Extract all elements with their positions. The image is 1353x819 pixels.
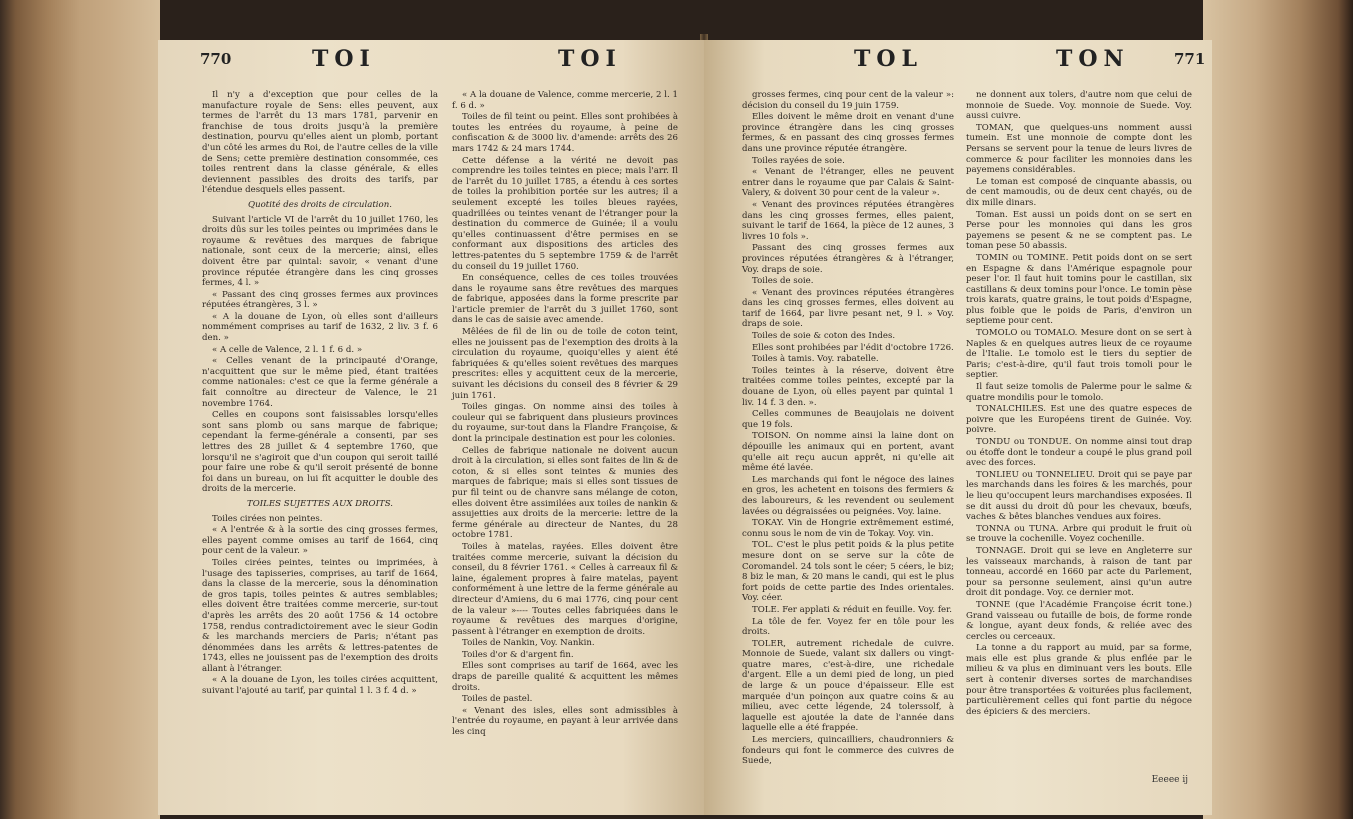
right-page: [704, 40, 1212, 815]
paragraph: Celles de fabrique nationale ne doivent aucun droit à la circulation, si elles sont faites de lin & de coton, & si elles sont teintes & munies des marques de fabrique; mais si elles sont tissues de pur fil teint ou de chanvre sans mélange de coton, elles doivent être assimilées aux toiles de nankin & assujetties aux droits de la mercerie: lettre de la ferme générale au directeur de Nantes, du 28 octobre 1781.: [452, 445, 678, 541]
paragraph: TONDU ou TONDUE. On nomme ainsi tout drap ou étoffe dont le tondeur a coupé le plus grand poil avec des forces.: [966, 437, 1192, 469]
left-column-1: [202, 90, 438, 698]
book-binding-right: [1203, 0, 1353, 819]
paragraph: Toiles de soie & coton des Indes.: [752, 331, 896, 342]
paragraph: TOLE. Fer applati & réduit en feuille. Voy. fer.: [752, 604, 952, 615]
right-column-1: [742, 90, 954, 768]
paragraph: Il n'y a d'exception que pour celles de la manufacture royale de Sens: elles peuvent, aux termes de l'arrêt du 13 mars 1781, parvenir en franchise de tous droits jusqu'à la première destination, pourvu qu'elles aient un plomb, portant d'un côté les armes du Roi, de l'autre celles de la ville de Sens; cette première destination consommée, ces toiles rentrent dans la classe générale, & elles deviennent passibles des droits des tarifs, par l'étendue desquels elles passent.: [202, 90, 438, 196]
paragraph: Passant des cinq grosses fermes aux provinces réputées étrangères & à l'étranger, Voy. draps de soie.: [742, 243, 954, 275]
paragraph: Elles sont prohibées par l'édit d'octobre 1726.: [752, 342, 954, 353]
paragraph: Toiles rayées de soie.: [752, 155, 845, 166]
paragraph: TOMOLO ou TOMALO. Mesure dont on se sert à Naples & en quelques autres lieux de ce royaume de l'Italie. Le tomolo est le tiers du septier de Paris; c'est-à-dire, qu'il faut trois tomoli pour le septier.: [966, 328, 1192, 381]
paragraph: Elles sont comprises au tarif de 1664, avec les draps de pareille qualité & acquittent les mêmes droits.: [452, 661, 678, 693]
paragraph: TONNA ou TUNA. Arbre qui produit le fruit où se trouve la cochenille. Voyez cochenille.: [966, 523, 1192, 545]
left-running-head-2: TOI: [558, 46, 622, 72]
paragraph: « A l'entrée & à la sortie des cinq grosses fermes, elles payent comme omises au tarif de 1664, cinq pour cent de la valeur. »: [202, 525, 438, 557]
signature-mark: Eeeee ij: [1151, 775, 1188, 785]
paragraph: TOILES SUJETTES AUX DROITS.: [246, 498, 394, 509]
paragraph: TOKAY. Vin de Hongrie extrêmement estimé, connu sous le nom de vin de Tokay. Voy. vin.: [742, 518, 954, 539]
paragraph: « Celles venant de la principauté d'Orange, n'acquittent que sur le même pied, étant traitées comme nationales: c'est ce que la ferme générale a fait connoître au directeur de Valence, le 21 novembre 1764.: [202, 356, 438, 409]
paragraph: « A la douane de Lyon, où elles sont d'ailleurs nommément comprises au tarif de 1632, 2 liv. 3 f. 6 den. »: [202, 311, 438, 344]
paragraph: Toiles cirées peintes, teintes ou imprimées, à l'usage des tapisseries, comprises, au tarif de 1664, dans la classe de la mercerie, sous la dénomination de gros tapis, toiles peintes & autres semblables; elles doivent être traitées comme mercerie, sur-tout d'après les arrêts des 20 août 1756 & 14 octobre 1758, rendus contradictoirement avec le sieur Godin & les marchands merciers de Paris; n'étant pas dénommées dans les arrêts & lettres-patentes de 1743, elles ne jouissent pas de l'exemption des droits allant à l'étranger.: [202, 557, 438, 674]
paragraph: Quotité des droits de circulation.: [248, 199, 392, 210]
paragraph: Toiles à tamis. Voy. rabatelle.: [752, 354, 879, 365]
paragraph: « A celle de Valence, 2 l. 1 f. 6 d. »: [212, 344, 363, 355]
paragraph: TOL. C'est le plus petit poids & la plus petite mesure dont on se serve sur la côte de Coromandel. 24 tols sont le céer; 5 céers, le biz; 8 biz le man, & 20 mans le candi, qui est le plus fort poids de cette partie des Indes orientales. Voy. céer.: [742, 540, 954, 604]
paragraph: Celles en coupons sont faisissables lorsqu'elles sont sans plomb ou sans marque de fabrique; cependant la ferme-générale a consenti, par ses lettres des 28 juillet & 4 septembre 1760, que lorsqu'il ne s'agiroit que d'un coupon qui seroit taillé pour faire une robe & qu'il seroit présenté de bonne foi dans un bureau, on lui fît acquitter le double des droits de la mercerie.: [202, 410, 438, 495]
paragraph: La tôle de fer. Voyez fer en tôle pour les droits.: [742, 616, 954, 638]
paragraph: Les merciers, quincailliers, chaudronniers & fondeurs qui font le commerce des cuivres de Suede,: [742, 735, 954, 767]
left-page-number: 770: [200, 50, 232, 68]
paragraph: « Venant de l'étranger, elles ne peuvent entrer dans le royaume que par Calais & Saint-Valery, & doivent 30 pour cent de la valeur ».: [742, 167, 954, 199]
paragraph: « A la douane de Lyon, les toiles cirées acquittent, suivant l'ajouté au tarif, par quintal 1 l. 3 f. 4 d. »: [202, 675, 438, 697]
paragraph: « A la douane de Valence, comme mercerie, 2 l. 1 f. 6 d. »: [452, 90, 678, 111]
right-running-head-2: TON: [1056, 46, 1130, 72]
paragraph: Toiles de Nankin, Voy. Nankin.: [462, 638, 595, 649]
book-binding-left: [0, 0, 160, 819]
right-running-head-1: TOL: [854, 46, 924, 72]
paragraph: Toman. Est aussi un poids dont on se sert en Perse pour les monnoies qui dans les gros payemens se pesent & ne se comptent pas. Le toman pese 50 abassis.: [966, 209, 1192, 252]
paragraph: « Venant des provinces réputées étrangères dans les cinq grosses fermes, elles paient, suivant le tarif de 1664, la pièce de 12 aunes, 3 livres 10 fols ».: [742, 199, 954, 242]
paragraph: Le toman est composé de cinquante abassis, ou de cent mamoudis, ou de deux cent chayés, ou de dix mille dinars.: [966, 176, 1192, 208]
paragraph: Toiles de fil teint ou peint. Elles sont prohibées à toutes les entrées du royaume, à peine de confiscation & de 3000 liv. d'amende: arrêts des 26 mars 1742 & 24 mars 1744.: [452, 112, 678, 154]
paragraph: TOMIN ou TOMINE. Petit poids dont on se sert en Espagne & dans l'Amérique espagnole pour peser l'or. Il faut huit tomins pour le castillan, six castillans & deux tomins pour l'once. Le tomin pèse trois karats, quatre grains, le tout poids d'Espagne, plus foible que le poids de Paris, d'environ un septieme pour cent.: [966, 252, 1192, 327]
paragraph: Elles doivent le même droit en venant d'une province étrangère dans les cinq grosses fermes, & en passant des cinq grosses fermes dans une province réputée étrangère.: [742, 112, 954, 154]
paragraph: TONALCHILES. Est une des quatre especes de poivre que les Européens tirent de Guinée. Voy. poivre.: [966, 404, 1192, 436]
paragraph: TOMAN, que quelques-uns nomment aussi tumein. Est une monnoie de compte dont les Persans se servent pour la tenue de leurs livres de commerce & pour faciliter les monnoies dans les payemens considérables.: [966, 122, 1192, 176]
paragraph: Toiles d'or & d'argent fin.: [462, 649, 574, 660]
paragraph: TOLER, autrement richedale de cuivre. Monnoie de Suede, valant six dallers ou vingt-quatre mares, c'est-à-dire, une richedale d'argent. Elle a un demi pied de long, un pied de large & un pouce d'épaisseur. Elle est marquée d'un poinçon aux quatre coins & au milieu, avec cette légende, 24 tolerssolf, à laquelle est ajoutée la date de l'année dans laquelle elle a été frappée.: [742, 638, 954, 734]
paragraph: TONNAGE. Droit qui se leve en Angleterre sur les vaisseaux marchands, à raison de tant par tonneau, accordé en 1660 par acte du Parlement, pour sa personne seulement, ainsi qu'un autre droit dit pondage. Voy. ce dernier mot.: [966, 545, 1192, 599]
paragraph: Toiles de soie.: [752, 276, 814, 287]
paragraph: Suivant l'article VI de l'arrêt du 10 juillet 1760, les droits dûs sur les toiles peintes ou imprimées dans le royaume & revêtues des marques de fabrique nationale, sont ceux de la mercerie; ainsi, elles doivent être par quintal: savoir, « venant d'une province réputée étrangère dans les cinq grosses fermes, 4 l. »: [202, 214, 438, 289]
paragraph: Mêlées de fil de lin ou de toile de coton teint, elles ne jouissent pas de l'exemption des droits à la circulation du royaume, quoiqu'elles y aient été fabriquées & qu'elles soient revêtues des marques prescrites: elles y acquittent ceux de la mercerie, suivant les décisions du conseil des 8 février & 29 juin 1761.: [452, 327, 678, 401]
paragraph: Toiles de pastel.: [462, 694, 533, 705]
paragraph: En conséquence, celles de ces toiles trouvées dans le royaume sans être revêtues des marques de fabrique, apposées dans la forme prescrite par l'article premier de l'arrêt du 3 juillet 1760, sont dans le cas de saisie avec amende.: [452, 273, 678, 326]
paragraph: Toiles gingas. On nomme ainsi des toiles à couleur qui se fabriquent dans plusieurs provinces du royaume, sur-tout dans la Flandre Françoise, & dont la principale destination est pour les colonies.: [452, 402, 678, 444]
paragraph: Les marchands qui font le négoce des laines en gros, les achetent en toisons des fermiers & des laboureurs, & les revendent ou seulement lavées ou dégraissées ou peignées. Voy. laine.: [742, 474, 954, 517]
paragraph: TOISON. On nomme ainsi la laine dont on dépouille les animaux qui en portent, avant qu'elle ait reçu aucun apprêt, ni qu'elle ait même été lavée.: [742, 431, 954, 474]
right-page-number: 771: [1174, 50, 1206, 68]
left-column-2: [452, 90, 678, 739]
paragraph: Toiles cirées non peintes.: [212, 513, 323, 524]
left-page: [158, 40, 704, 815]
paragraph: grosses fermes, cinq pour cent de la valeur »: décision du conseil du 19 juin 1759.: [742, 90, 954, 111]
paragraph: Toiles teintes à la réserve, doivent être traitées comme toiles peintes, excepté par la douane de Lyon, où elles payent par quintal 1 liv. 14 f. 3 den. ».: [742, 365, 954, 408]
paragraph: Celles communes de Beaujolais ne doivent que 19 fols.: [742, 409, 954, 430]
paragraph: TONNE (que l'Académie Françoise écrit tone.) Grand vaisseau ou futaille de bois, de forme ronde & longue, ayant deux fonds, & reliée avec des cercles ou cerceaux.: [966, 599, 1192, 642]
paragraph: « Venant des provinces réputées étrangères dans les cinq grosses fermes, elles doivent au tarif de 1664, par livre pesant net, 9 l. » Voy. draps de soie.: [742, 287, 954, 330]
paragraph: TONLIEU ou TONNELIEU. Droit qui se paye par les marchands dans les foires & les marchés, pour le lieu qu'occupent leurs marchandises exposées. Il se dit aussi du droit dû pour les chevaux, bœufs, vaches & bêtes blanches vendues aux foires.: [966, 469, 1192, 523]
right-column-2: [966, 90, 1192, 718]
paragraph: ne donnent aux tolers, d'autre nom que celui de monnoie de Suede. Voy. monnoie de Suede. Voy. aussi cuivre.: [966, 90, 1192, 122]
paragraph: Il faut seize tomolis de Palerme pour le salme & quatre mondilis pour le tomolo.: [966, 382, 1192, 403]
left-running-head-1: TOI: [312, 46, 376, 72]
paragraph: Cette défense a la vérité ne devoit pas comprendre les toiles teintes en piece; mais l'arr. Il de l'arrêt du 10 juillet 1785, a étendu à ces sortes de toiles la prohibition portée sur les autres; il a seulement excepté les toiles bleues rayées, quadrillées ou teintes venant de l'étranger pour la destination du commerce de Guinée; il a voulu qu'elles continuassent d'être permises en se conformant aux dispositions des articles des lettres-patentes du 5 septembre 1759 & de l'arrêt du conseil du 19 juillet 1760.: [452, 155, 678, 272]
paragraph: « Passant des cinq grosses fermes aux provinces réputées étrangères, 3 l. »: [202, 289, 438, 311]
paragraph: La tonne a du rapport au muid, par sa forme, mais elle est plus grande & plus enflée par le milieu & va plus en diminuant vers les bouts. Elle sert à contenir diverses sortes de marchandises pour être transportées & voiturées plus facilement, particulièrement celles qui font partie du négoce des épiciers & des merciers.: [966, 643, 1192, 717]
paragraph: « Venant des isles, elles sont admissibles à l'entrée du royaume, en payant à leur arrivée dans les cinq: [452, 705, 678, 738]
paragraph: Toiles à matelas, rayées. Elles doivent être traitées comme mercerie, suivant la décision du conseil, du 8 février 1761. « Celles à carreaux fil & laine, également propres à faire matelas, payent conformément à une lettre de la ferme générale au directeur d'Amiens, du 6 mai 1776, cinq pour cent de la valeur »---- Toutes celles fabriquées dans le royaume & revêtues des marques d'origine, passent à l'étranger en exemption de droits.: [452, 541, 678, 637]
